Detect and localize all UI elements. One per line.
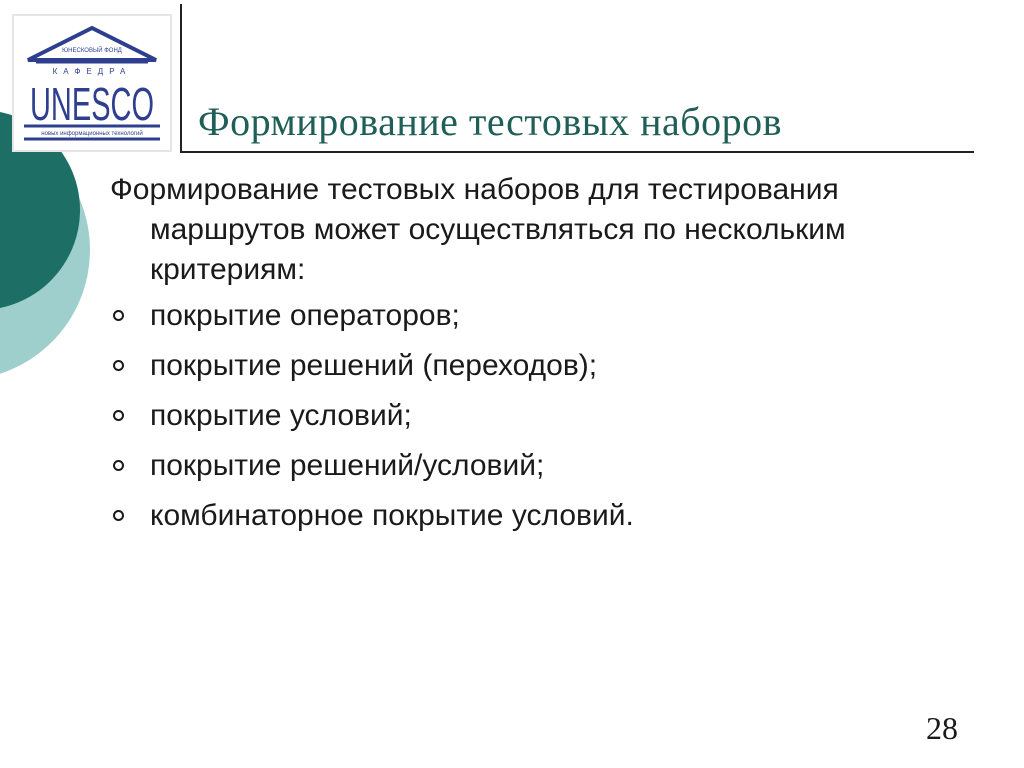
- list-item-text: комбинаторное покрытие условий.: [150, 499, 634, 532]
- title-vertical-rule: [180, 4, 182, 152]
- hollow-circle-bullet-icon: [113, 460, 124, 471]
- page-number: 28: [926, 710, 958, 746]
- unesco-logo-graphic: [14, 16, 170, 150]
- list-item: [110, 346, 980, 386]
- list-item-text: покрытие решений/условий;: [150, 449, 545, 482]
- title-horizontal-rule: [180, 151, 974, 153]
- slide-body: [110, 170, 980, 546]
- intro-line-1: Формирование тестовых наборов для тестирования: [110, 173, 839, 206]
- logo-arc-text: ЮНЕСКОВЫЙ ФОНД: [62, 48, 122, 54]
- hollow-circle-bullet-icon: [113, 360, 124, 371]
- list-item-text: покрытие решений (переходов);: [150, 349, 598, 382]
- logo-name-text: UNESCO: [30, 78, 154, 130]
- list-item: [110, 446, 980, 486]
- logo-bottom-text: новых информационных технологий: [41, 131, 143, 137]
- hollow-circle-bullet-icon: [113, 410, 124, 421]
- criteria-list: [110, 296, 980, 536]
- list-item: [110, 396, 980, 436]
- intro-paragraph: [110, 170, 980, 290]
- intro-line-2: маршрутов может осуществляться по нескольким: [150, 213, 846, 246]
- list-item: [110, 496, 980, 536]
- unesco-logo: [12, 14, 172, 152]
- list-item: [110, 296, 980, 336]
- list-item-text: покрытие операторов;: [150, 299, 460, 332]
- list-item-text: покрытие условий;: [150, 399, 412, 432]
- intro-line-3: критериям:: [150, 253, 306, 286]
- hollow-circle-bullet-icon: [113, 510, 124, 521]
- slide-title: Формирование тестовых наборов: [198, 99, 782, 144]
- hollow-circle-bullet-icon: [113, 310, 124, 321]
- logo-kafedra-text: КАФЕДРА: [52, 67, 132, 76]
